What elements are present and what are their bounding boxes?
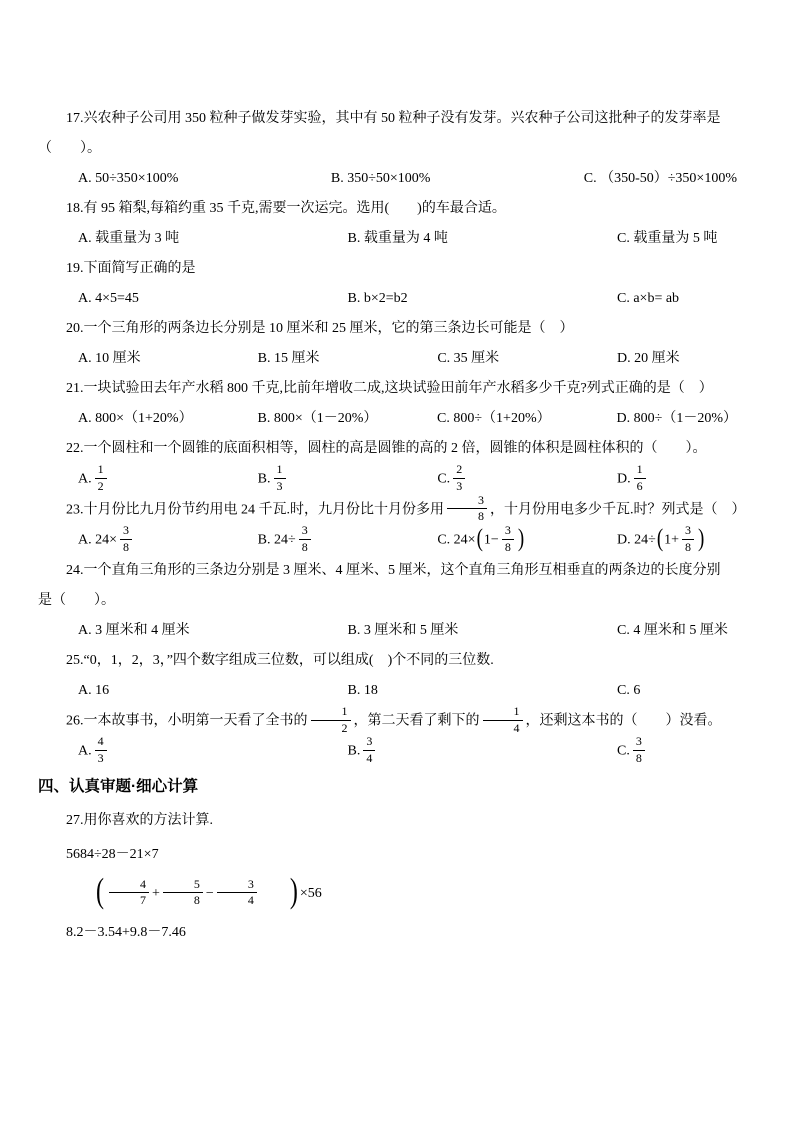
option-b <box>348 736 618 767</box>
question-17-blank: （ ）。 <box>38 141 101 156</box>
close-paren: ) <box>289 873 298 911</box>
fraction-denominator: 7 <box>140 893 146 908</box>
question-26 <box>38 703 737 767</box>
close-paren: ) <box>517 524 525 553</box>
question-19 <box>38 254 737 314</box>
option-b: B. b×2=b2 <box>347 291 408 306</box>
fraction-numerator: 1 <box>274 463 286 479</box>
option-b: B. 18 <box>347 682 378 698</box>
option-c: C. 6 <box>617 682 641 698</box>
fraction-numerator: 3 <box>363 735 375 751</box>
question-21 <box>38 374 737 434</box>
option-a <box>78 464 258 495</box>
fraction <box>363 735 375 766</box>
question-23-options <box>38 525 737 556</box>
question-24-text: 24.一个直角三角形的三条边分别是 3 厘米、4 厘米、5 厘米，这个直角三角形互相垂直的两条边的长度分别 <box>66 562 721 578</box>
fraction-numerator: 3 <box>447 494 487 510</box>
option-a: A. 800×（1+20%） <box>78 411 193 426</box>
option-a: A. 50÷350×100% <box>78 171 179 186</box>
question-27-text: 27.用你喜欢的方法计算. <box>66 812 213 828</box>
fraction <box>163 878 203 909</box>
option-a: A. 10 厘米 <box>78 351 141 366</box>
fraction-denominator: 8 <box>123 539 130 554</box>
fraction-denominator: 8 <box>504 539 511 554</box>
option-b: B. 15 厘米 <box>257 351 320 366</box>
close-paren: ) <box>698 524 705 553</box>
option-a: A. 16 <box>78 682 110 698</box>
question-26-text: 26.一本故事书，小明第一天看了全书的 $\frac{1}{2}$ ，第二天看了剩下的 $\frac{1}{4}$ ，还剩这本书的（ ）没看。 <box>66 703 722 735</box>
fraction-numerator: 1 <box>483 705 523 721</box>
option-a: A. 24× $\frac{3}{8}$ <box>78 525 258 556</box>
open-paren: ( <box>96 873 104 911</box>
option-label: D. <box>617 471 631 487</box>
fraction-denominator: 3 <box>276 478 283 493</box>
fraction <box>95 735 107 766</box>
open-paren: ( <box>476 524 483 553</box>
fraction-numerator: 3 <box>120 524 132 540</box>
fraction <box>109 878 149 909</box>
fraction-numerator: 3 <box>633 735 645 751</box>
option-a: A. 载重量为 3 吨 <box>78 231 180 246</box>
option-label: B. <box>347 743 361 759</box>
operator: − <box>205 886 214 902</box>
fraction <box>95 463 107 494</box>
option-b <box>258 464 438 495</box>
question-20-options <box>38 344 737 374</box>
option-d: D. 24÷(1+ $\frac{3}{8}$ ) <box>617 525 737 556</box>
fraction-denominator: 2 <box>97 478 104 493</box>
option-c: C. 4 厘米和 5 厘米 <box>617 622 728 638</box>
fraction-numerator: 3 <box>299 524 311 540</box>
question-22 <box>38 434 737 495</box>
fraction-denominator: 3 <box>456 478 463 493</box>
fraction-denominator: 2 <box>341 720 348 735</box>
fraction <box>274 463 286 494</box>
question-22-options <box>38 464 737 495</box>
fraction-numerator: 3 <box>217 878 257 894</box>
fraction-denominator: 4 <box>366 751 373 766</box>
fraction <box>483 705 523 736</box>
fraction-numerator: 3 <box>682 524 694 540</box>
question-20 <box>38 314 737 374</box>
option-d: D. 20 厘米 <box>617 351 680 366</box>
option-label: C. <box>437 471 451 487</box>
option-a: A. 3 厘米和 4 厘米 <box>78 622 190 638</box>
question-27 <box>38 804 737 950</box>
open-paren: ( <box>656 524 664 553</box>
option-c: C. 800÷（1+20%） <box>437 411 551 426</box>
option-d <box>617 464 737 495</box>
option-b: B. 800×（1－20%） <box>257 411 378 426</box>
fraction <box>634 463 646 494</box>
option-label: C. <box>617 743 630 759</box>
fraction-denominator: 4 <box>513 720 520 735</box>
question-23 <box>38 492 746 556</box>
option-c: C. 载重量为 5 吨 <box>617 231 718 246</box>
fraction-numerator: 1 <box>634 463 646 479</box>
option-c: C. （350-50）÷350×100% <box>583 171 737 186</box>
option-b: B. 24÷ $\frac{3}{8}$ <box>258 525 438 556</box>
fraction <box>502 524 514 555</box>
option-a <box>78 736 348 767</box>
question-17 <box>38 104 737 194</box>
option-c <box>437 464 617 495</box>
question-27-expression-3: 8.2－3.54+9.8－7.46 <box>66 925 186 941</box>
fraction-numerator: 4 <box>95 735 107 751</box>
fraction <box>453 463 465 494</box>
question-27-expression-2 <box>38 872 737 916</box>
fraction-numerator: 4 <box>109 878 149 894</box>
option-b: B. 350÷50×100% <box>330 171 431 186</box>
option-label: A. <box>78 471 92 487</box>
question-24 <box>38 556 737 646</box>
question-21-text: 21.一块试验田去年产水稻 800 千克,比前年增收二成,这块试验田前年产水稻多少千克?列式正确的是（ ） <box>66 381 713 396</box>
fraction-denominator: 8 <box>478 509 484 524</box>
fraction-denominator: 8 <box>301 539 308 554</box>
question-20-text: 20.一个三角形的两条边长分别是 10 厘米和 25 厘米，它的第三条边长可能是（ ） <box>66 321 574 336</box>
fraction <box>682 524 694 555</box>
question-18-options <box>38 224 737 254</box>
question-19-options <box>38 284 737 314</box>
fraction-denominator: 8 <box>685 539 692 554</box>
question-17-options <box>38 164 737 194</box>
expression-tail: ×56 <box>299 886 322 902</box>
question-18 <box>38 194 737 254</box>
operator: + <box>152 886 160 902</box>
fraction-numerator: 2 <box>453 463 465 479</box>
question-26-options <box>38 736 737 767</box>
option-c: C. a×b= ab <box>617 291 680 306</box>
section-4-title: 四、认真审题·细心计算 <box>38 777 199 795</box>
fraction <box>633 735 645 766</box>
fraction-numerator: 5 <box>163 878 203 894</box>
question-24-text-continued: 是（ ）。 <box>38 592 115 608</box>
fraction <box>217 878 257 909</box>
option-d: D. 800÷（1－20%） <box>616 411 738 426</box>
question-25-text: 25.“0，1，2，3，”四个数字组成三位数，可以组成( )个不同的三位数. <box>66 652 494 668</box>
fraction-numerator: 1 <box>311 705 351 721</box>
option-a: A. 4×5=45 <box>78 291 139 306</box>
fraction <box>120 524 132 555</box>
fraction-denominator: 3 <box>97 751 104 766</box>
question-25-options <box>38 676 737 706</box>
option-c <box>617 736 737 767</box>
option-b: B. 载重量为 4 吨 <box>347 231 448 246</box>
fraction-numerator: 1 <box>95 463 107 479</box>
question-21-options <box>38 404 737 434</box>
question-19-text: 19.下面简写正确的是 <box>66 261 196 276</box>
question-23-text: 23.十月份比九月份节约用电 24 千瓦.时，九月份比十月份多用 $\frac{3}{8}$ ，十月份用电多少千瓦.时？列式是（ ） <box>66 492 746 524</box>
question-22-text: 22.一个圆柱和一个圆锥的底面积相等，圆柱的高是圆锥的高的 2 倍，圆锥的体积是圆柱体积的（ ）。 <box>66 441 707 456</box>
question-17-text: 17.兴农种子公司用 350 粒种子做发芽实验，其中有 50 粒种子没有发芽。兴农种子公司这批种子的发芽率是 <box>66 111 721 126</box>
fraction-denominator: 8 <box>635 751 642 766</box>
fraction-numerator: 3 <box>502 524 514 540</box>
question-18-text: 18.有 95 箱梨,每箱约重 35 千克,需要一次运完。选用( )的车最合适。 <box>66 201 506 216</box>
fraction <box>299 524 311 555</box>
fraction-denominator: 6 <box>636 478 643 493</box>
option-label: A. <box>78 743 92 759</box>
option-c: C. 35 厘米 <box>437 351 500 366</box>
question-25 <box>38 646 737 706</box>
option-c: C. 24×(1− $\frac{3}{8}$ ) <box>437 525 617 556</box>
fraction-denominator: 8 <box>193 893 200 908</box>
fraction-denominator: 4 <box>247 893 254 908</box>
fraction <box>311 705 351 736</box>
option-b: B. 3 厘米和 5 厘米 <box>347 622 459 638</box>
question-24-options <box>38 616 737 646</box>
option-label: B. <box>257 471 271 487</box>
question-27-expression-1: 5684÷28－21×7 <box>66 846 159 862</box>
